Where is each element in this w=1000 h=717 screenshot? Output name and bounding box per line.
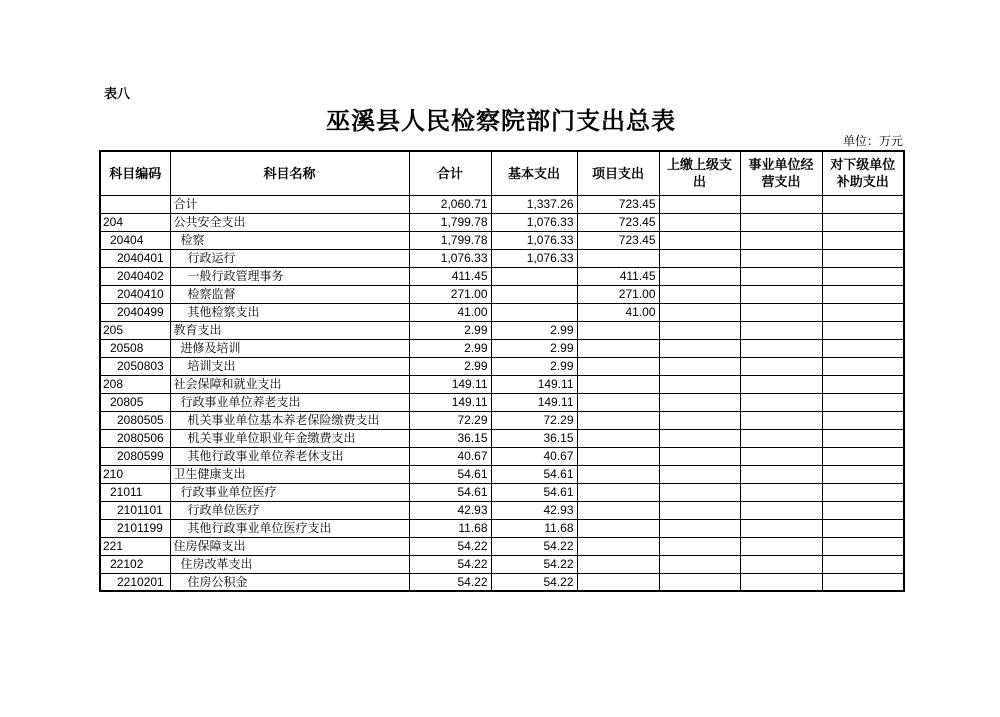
- table-row: [100, 411, 904, 429]
- total-cell: 1,799.78: [409, 231, 491, 249]
- subject-code-cell: 2101101: [100, 501, 170, 519]
- upper-remit-cell: [659, 519, 740, 537]
- upper-remit-cell: [659, 537, 740, 555]
- operating-expense-cell: [740, 267, 822, 285]
- total-cell: 2.99: [409, 357, 491, 375]
- total-cell: 42.93: [409, 501, 491, 519]
- total-cell: 2.99: [409, 321, 491, 339]
- project-expense-cell: [577, 249, 659, 267]
- upper-remit-cell: [659, 375, 740, 393]
- subsidy-lower-cell: [822, 573, 904, 591]
- table-row: [100, 375, 904, 393]
- basic-expense-cell: 11.68: [491, 519, 577, 537]
- operating-expense-cell: [740, 573, 822, 591]
- upper-remit-cell: [659, 195, 740, 213]
- subject-name-cell: 机关事业单位基本养老保险缴费支出: [170, 411, 409, 429]
- header-basic-expense: 基本支出: [491, 151, 577, 195]
- subsidy-lower-cell: [822, 429, 904, 447]
- header-row: [100, 151, 904, 195]
- project-expense-cell: [577, 573, 659, 591]
- subject-name-cell: 其他行政事业单位养老休支出: [170, 447, 409, 465]
- operating-expense-cell: [740, 447, 822, 465]
- project-expense-cell: 41.00: [577, 303, 659, 321]
- total-cell: 271.00: [409, 285, 491, 303]
- unit-note: 单位：万元: [842, 134, 903, 148]
- basic-expense-cell: 2.99: [491, 321, 577, 339]
- subject-name-cell: 住房保障支出: [170, 537, 409, 555]
- upper-remit-cell: [659, 213, 740, 231]
- operating-expense-cell: [740, 213, 822, 231]
- project-expense-cell: 723.45: [577, 213, 659, 231]
- subject-code-cell: 20404: [100, 231, 170, 249]
- upper-remit-cell: [659, 501, 740, 519]
- operating-expense-cell: [740, 231, 822, 249]
- project-expense-cell: [577, 393, 659, 411]
- subject-code-cell: 2040401: [100, 249, 170, 267]
- subsidy-lower-cell: [822, 393, 904, 411]
- basic-expense-cell: [491, 285, 577, 303]
- upper-remit-cell: [659, 483, 740, 501]
- subject-code-cell: 2080506: [100, 429, 170, 447]
- total-cell: 1,076.33: [409, 249, 491, 267]
- subsidy-lower-cell: [822, 411, 904, 429]
- subject-code-cell: 2040402: [100, 267, 170, 285]
- total-cell: 54.22: [409, 537, 491, 555]
- project-expense-cell: [577, 555, 659, 573]
- subject-name-cell: 教育支出: [170, 321, 409, 339]
- basic-expense-cell: 72.29: [491, 411, 577, 429]
- subject-name-cell: 住房改革支出: [170, 555, 409, 573]
- operating-expense-cell: [740, 501, 822, 519]
- subject-code-cell: 20508: [100, 339, 170, 357]
- subject-name-cell: 社会保障和就业支出: [170, 375, 409, 393]
- header-operating-expense: 事业单位经营支出: [740, 151, 822, 195]
- project-expense-cell: [577, 411, 659, 429]
- subsidy-lower-cell: [822, 303, 904, 321]
- subsidy-lower-cell: [822, 447, 904, 465]
- subject-code-cell: 22102: [100, 555, 170, 573]
- page-title: 巫溪县人民检察院部门支出总表: [326, 108, 676, 135]
- upper-remit-cell: [659, 249, 740, 267]
- total-cell: 54.61: [409, 465, 491, 483]
- basic-expense-cell: 149.11: [491, 375, 577, 393]
- subject-name-cell: 行政事业单位医疗: [170, 483, 409, 501]
- basic-expense-cell: 1,076.33: [491, 213, 577, 231]
- subsidy-lower-cell: [822, 267, 904, 285]
- subject-code-cell: 205: [100, 321, 170, 339]
- subject-name-cell: 卫生健康支出: [170, 465, 409, 483]
- upper-remit-cell: [659, 303, 740, 321]
- basic-expense-cell: 40.67: [491, 447, 577, 465]
- subsidy-lower-cell: [822, 213, 904, 231]
- table-row: [100, 213, 904, 231]
- operating-expense-cell: [740, 429, 822, 447]
- subject-code-cell: 210: [100, 465, 170, 483]
- subsidy-lower-cell: [822, 501, 904, 519]
- operating-expense-cell: [740, 375, 822, 393]
- upper-remit-cell: [659, 429, 740, 447]
- subject-name-cell: 培训支出: [170, 357, 409, 375]
- subject-name-cell: 行政单位医疗: [170, 501, 409, 519]
- upper-remit-cell: [659, 321, 740, 339]
- table-tag: 表八: [104, 86, 131, 101]
- total-cell: 54.61: [409, 483, 491, 501]
- table-row: [100, 249, 904, 267]
- operating-expense-cell: [740, 537, 822, 555]
- project-expense-cell: 723.45: [577, 195, 659, 213]
- table-row: [100, 285, 904, 303]
- subsidy-lower-cell: [822, 195, 904, 213]
- subsidy-lower-cell: [822, 465, 904, 483]
- subject-code-cell: 2080599: [100, 447, 170, 465]
- project-expense-cell: 411.45: [577, 267, 659, 285]
- basic-expense-cell: 2.99: [491, 357, 577, 375]
- project-expense-cell: [577, 501, 659, 519]
- total-cell: 54.22: [409, 573, 491, 591]
- upper-remit-cell: [659, 357, 740, 375]
- project-expense-cell: [577, 321, 659, 339]
- subsidy-lower-cell: [822, 375, 904, 393]
- table-row: [100, 339, 904, 357]
- total-cell: 40.67: [409, 447, 491, 465]
- total-cell: 2,060.71: [409, 195, 491, 213]
- expenditure-table: [99, 150, 905, 592]
- operating-expense-cell: [740, 303, 822, 321]
- project-expense-cell: 271.00: [577, 285, 659, 303]
- subject-name-cell: 其他行政事业单位医疗支出: [170, 519, 409, 537]
- table-row: [100, 537, 904, 555]
- total-cell: 149.11: [409, 375, 491, 393]
- subject-name-cell: 一般行政管理事务: [170, 267, 409, 285]
- operating-expense-cell: [740, 195, 822, 213]
- total-cell: 41.00: [409, 303, 491, 321]
- subsidy-lower-cell: [822, 249, 904, 267]
- total-cell: 411.45: [409, 267, 491, 285]
- subject-code-cell: 20805: [100, 393, 170, 411]
- table-row: [100, 555, 904, 573]
- upper-remit-cell: [659, 573, 740, 591]
- table-row: [100, 195, 904, 213]
- table-row: [100, 231, 904, 249]
- project-expense-cell: 723.45: [577, 231, 659, 249]
- subject-name-cell: 公共安全支出: [170, 213, 409, 231]
- header-subject-code: 科目编码: [100, 151, 170, 195]
- subject-name-cell: 其他检察支出: [170, 303, 409, 321]
- basic-expense-cell: 36.15: [491, 429, 577, 447]
- project-expense-cell: [577, 429, 659, 447]
- subject-name-cell: 检察: [170, 231, 409, 249]
- operating-expense-cell: [740, 285, 822, 303]
- header-upper-remit: 上缴上级支出: [659, 151, 740, 195]
- total-cell: 2.99: [409, 339, 491, 357]
- table-row: [100, 519, 904, 537]
- header-total: 合计: [409, 151, 491, 195]
- basic-expense-cell: 42.93: [491, 501, 577, 519]
- operating-expense-cell: [740, 555, 822, 573]
- operating-expense-cell: [740, 411, 822, 429]
- header-subject-name: 科目名称: [170, 151, 409, 195]
- table-row: [100, 483, 904, 501]
- subject-name-cell: 进修及培训: [170, 339, 409, 357]
- project-expense-cell: [577, 483, 659, 501]
- basic-expense-cell: 1,076.33: [491, 231, 577, 249]
- basic-expense-cell: 54.61: [491, 465, 577, 483]
- operating-expense-cell: [740, 339, 822, 357]
- upper-remit-cell: [659, 339, 740, 357]
- total-cell: 11.68: [409, 519, 491, 537]
- subject-name-cell: 行政事业单位养老支出: [170, 393, 409, 411]
- project-expense-cell: [577, 375, 659, 393]
- basic-expense-cell: 1,337.26: [491, 195, 577, 213]
- subsidy-lower-cell: [822, 357, 904, 375]
- table-row: [100, 267, 904, 285]
- subject-code-cell: 2040410: [100, 285, 170, 303]
- subject-name-cell: 检察监督: [170, 285, 409, 303]
- subject-name-cell: 行政运行: [170, 249, 409, 267]
- project-expense-cell: [577, 465, 659, 483]
- basic-expense-cell: 2.99: [491, 339, 577, 357]
- table-row: [100, 393, 904, 411]
- subject-code-cell: [100, 195, 170, 213]
- upper-remit-cell: [659, 411, 740, 429]
- project-expense-cell: [577, 519, 659, 537]
- total-cell: 72.29: [409, 411, 491, 429]
- total-cell: 1,799.78: [409, 213, 491, 231]
- upper-remit-cell: [659, 267, 740, 285]
- subsidy-lower-cell: [822, 555, 904, 573]
- subsidy-lower-cell: [822, 537, 904, 555]
- subject-code-cell: 221: [100, 537, 170, 555]
- operating-expense-cell: [740, 465, 822, 483]
- subject-name-cell: 住房公积金: [170, 573, 409, 591]
- operating-expense-cell: [740, 321, 822, 339]
- table-row: [100, 303, 904, 321]
- basic-expense-cell: 54.22: [491, 537, 577, 555]
- header-project-expense: 项目支出: [577, 151, 659, 195]
- upper-remit-cell: [659, 285, 740, 303]
- subject-code-cell: 21011: [100, 483, 170, 501]
- subsidy-lower-cell: [822, 321, 904, 339]
- operating-expense-cell: [740, 483, 822, 501]
- subsidy-lower-cell: [822, 285, 904, 303]
- subject-code-cell: 2210201: [100, 573, 170, 591]
- basic-expense-cell: [491, 267, 577, 285]
- subject-name-cell: 合计: [170, 195, 409, 213]
- upper-remit-cell: [659, 465, 740, 483]
- subject-name-cell: 机关事业单位职业年金缴费支出: [170, 429, 409, 447]
- basic-expense-cell: [491, 303, 577, 321]
- subsidy-lower-cell: [822, 483, 904, 501]
- table-row: [100, 447, 904, 465]
- project-expense-cell: [577, 339, 659, 357]
- operating-expense-cell: [740, 519, 822, 537]
- header-subsidy-lower: 对下级单位补助支出: [822, 151, 904, 195]
- total-cell: 36.15: [409, 429, 491, 447]
- table-body: [100, 195, 904, 591]
- basic-expense-cell: 149.11: [491, 393, 577, 411]
- table-row: [100, 429, 904, 447]
- operating-expense-cell: [740, 357, 822, 375]
- table-row: [100, 465, 904, 483]
- table-row: [100, 501, 904, 519]
- basic-expense-cell: 54.22: [491, 573, 577, 591]
- basic-expense-cell: 54.22: [491, 555, 577, 573]
- upper-remit-cell: [659, 393, 740, 411]
- operating-expense-cell: [740, 393, 822, 411]
- table-row: [100, 321, 904, 339]
- basic-expense-cell: 1,076.33: [491, 249, 577, 267]
- project-expense-cell: [577, 357, 659, 375]
- total-cell: 54.22: [409, 555, 491, 573]
- subject-code-cell: 2040499: [100, 303, 170, 321]
- project-expense-cell: [577, 447, 659, 465]
- upper-remit-cell: [659, 231, 740, 249]
- subsidy-lower-cell: [822, 339, 904, 357]
- upper-remit-cell: [659, 555, 740, 573]
- subject-code-cell: 2050803: [100, 357, 170, 375]
- subsidy-lower-cell: [822, 231, 904, 249]
- basic-expense-cell: 54.61: [491, 483, 577, 501]
- subject-code-cell: 208: [100, 375, 170, 393]
- table-row: [100, 573, 904, 591]
- operating-expense-cell: [740, 249, 822, 267]
- table-row: [100, 357, 904, 375]
- subsidy-lower-cell: [822, 519, 904, 537]
- subject-code-cell: 2101199: [100, 519, 170, 537]
- upper-remit-cell: [659, 447, 740, 465]
- subject-code-cell: 204: [100, 213, 170, 231]
- total-cell: 149.11: [409, 393, 491, 411]
- subject-code-cell: 2080505: [100, 411, 170, 429]
- project-expense-cell: [577, 537, 659, 555]
